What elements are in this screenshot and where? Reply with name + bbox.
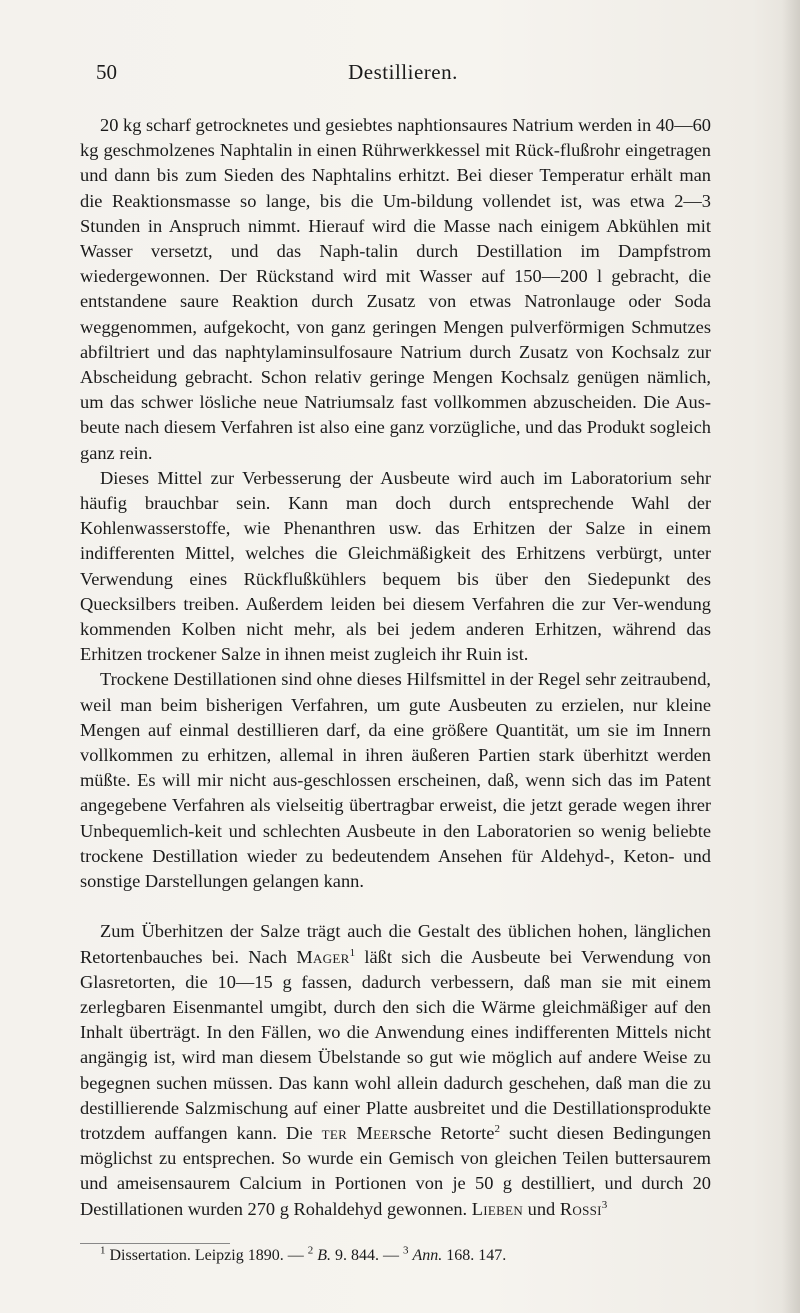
footnote-2-text: 9. 844. —: [330, 1247, 403, 1264]
footnote-1-number: 1: [100, 1244, 106, 1257]
paragraph-3: Trockene Destillationen sind ohne dieses Hilfsmittel in der Regel sehr zeitraubend, weil man beim bisherigen Verfahren, um gute Ausbeuten zu erzielen, nur kleine Mengen auf einmal destillieren darf, da eine größere Quantität, um sie im Innern vollkommen zu erhitzen, allemal in ihren äußeren Partien stark überhitzt werden müßte. Es will mir nicht aus-geschlossen erscheinen, daß, wenn sich das im Patent angegebene Verfahren als vielseitig übertragbar erweist, die jetzt gerade wegen ihrer Unbequemlich-keit und schlechten Ausbeute in den Laboratorien so wenig beliebte trockene Destillation wieder zu bedeutendem Ansehen für Aldehyd-, Keton- und sonstige Darstellungen gelangen kann.: [80, 669, 711, 892]
footnote-2-number: 2: [307, 1244, 314, 1257]
footnote-3-number: 3: [402, 1244, 409, 1257]
author-mager: Mager: [296, 946, 350, 967]
paragraph-1: 20 kg scharf getrocknetes und gesiebtes naphtionsaures Natrium werden in 40—60 kg geschmolzenes Naphtalin in einen Rührwerkkessel mit Rück-flußrohr eingetragen und dann bis zum Sieden des Naphtalins erhitzt. Bei dieser Temperatur erhält man die Reaktionsmasse so lange, bis die Um-bildung vollendet ist, was etwa 2—3 Stunden in Anspruch nimmt. Hierauf wird die Masse nach einigem Abkühlen mit Wasser versetzt, und das Naph-talin durch Destillation im Dampfstrom wiedergewonnen. Der Rückstand wird mit Wasser auf 150—200 l gebracht, die entstandene saure Reaktion durch Zusatz von etwas Natronlauge oder Soda weggenommen, aufgekocht, von ganz geringen Mengen pulverförmigen Schmutzes abfiltriert und das naphtylaminsulfosaure Natrium durch Zusatz von Kochsalz zur Abscheidung gebracht. Schon relativ geringe Mengen Kochsalz genügen nämlich, um das schwer lösliche neue Natriumsalz fast vollkommen abzuscheiden. Die Aus-beute nach diesem Verfahren ist also eine ganz vorzügliche, und das Produkt sogleich ganz rein.: [80, 115, 711, 463]
page-number: 50: [96, 60, 117, 84]
footnotes: [100, 1246, 711, 1266]
page-header: [96, 60, 710, 90]
author-lieben: Lieben: [471, 1198, 524, 1219]
p4-text-3: sche Retorte: [398, 1122, 495, 1143]
author-rossi: Rossi: [559, 1198, 602, 1219]
p4-text-2: läßt sich die Ausbeute bei Verwendung von Glasretorten, die 10—15 g fassen, dadurch verbessern, daß man sie mit einem zerlegbaren Eisenmantel umgibt, durch den sich die Wärme gleichmäßiger auf den Inhalt überträgt. In den Fällen, wo die Anwendung eines indifferenten Mittels nicht angängig ist, wird man diesem Übelstande so gut wie möglich auf andere Weise zu begegnen suchen müssen. Das kann wohl allein dadurch geschehen, daß man die zu destillierende Salzmischung auf einer Platte ausbreitet und die Destillationsprodukte trotzdem auffangen kann. Die: [80, 946, 712, 1143]
paragraph-2: Dieses Mittel zur Verbesserung der Ausbeute wird auch im Laboratorium sehr häufig brauchbar sein. Kann man doch durch entsprechende Wahl der Kohlenwasserstoffe, wie Phenanthren usw. das Erhitzen der Salze in einem indifferenten Mittel, welches die Gleichmäßigkeit des Erhitzens verbürgt, unter Verwendung eines Rückflußkühlers bequem bis über den Siedepunkt des Quecksilbers treiben. Außerdem leiden bei diesem Verfahren die zur Ver-wendung kommenden Kolben nicht mehr, als bei jedem anderen Erhitzen, während das Erhitzen trockener Salze in ihnen meist zugleich ihr Ruin ist.: [80, 467, 711, 665]
footnote-1-text: Dissertation. Leipzig 1890. —: [105, 1247, 308, 1264]
footnote-3-journal: Ann.: [412, 1247, 443, 1264]
page-edge-shadow: [782, 0, 800, 1313]
p4-text-4: sucht diesen Bedingungen möglichst zu entsprechen. So wurde ein Gemisch von gleichen Teilen buttersaurem und ameisensaurem Calcium in Portionen von je 50 g destilliert, und durch 20 Destillationen wurden 270 g Rohaldehyd gewonnen.: [80, 1122, 712, 1219]
author-ter-meer: ter Meer: [321, 1122, 399, 1143]
footnote-3-text: 168. 147.: [442, 1247, 507, 1264]
footnote-ref-1: 1: [349, 946, 356, 959]
body-text: [80, 113, 711, 1222]
footnote-2-journal: B.: [317, 1247, 331, 1264]
footnote-ref-3: 3: [601, 1198, 608, 1211]
p4-text-5: und: [523, 1198, 560, 1219]
footnote-ref-2: 2: [494, 1122, 500, 1135]
running-title: Destillieren.: [348, 60, 458, 84]
p4-text-1: Zum Überhitzen der Salze trägt auch die Gestalt des üblichen hohen, länglichen Retortenbauches bei. Nach: [80, 921, 711, 967]
paragraph-4: [80, 919, 711, 1221]
